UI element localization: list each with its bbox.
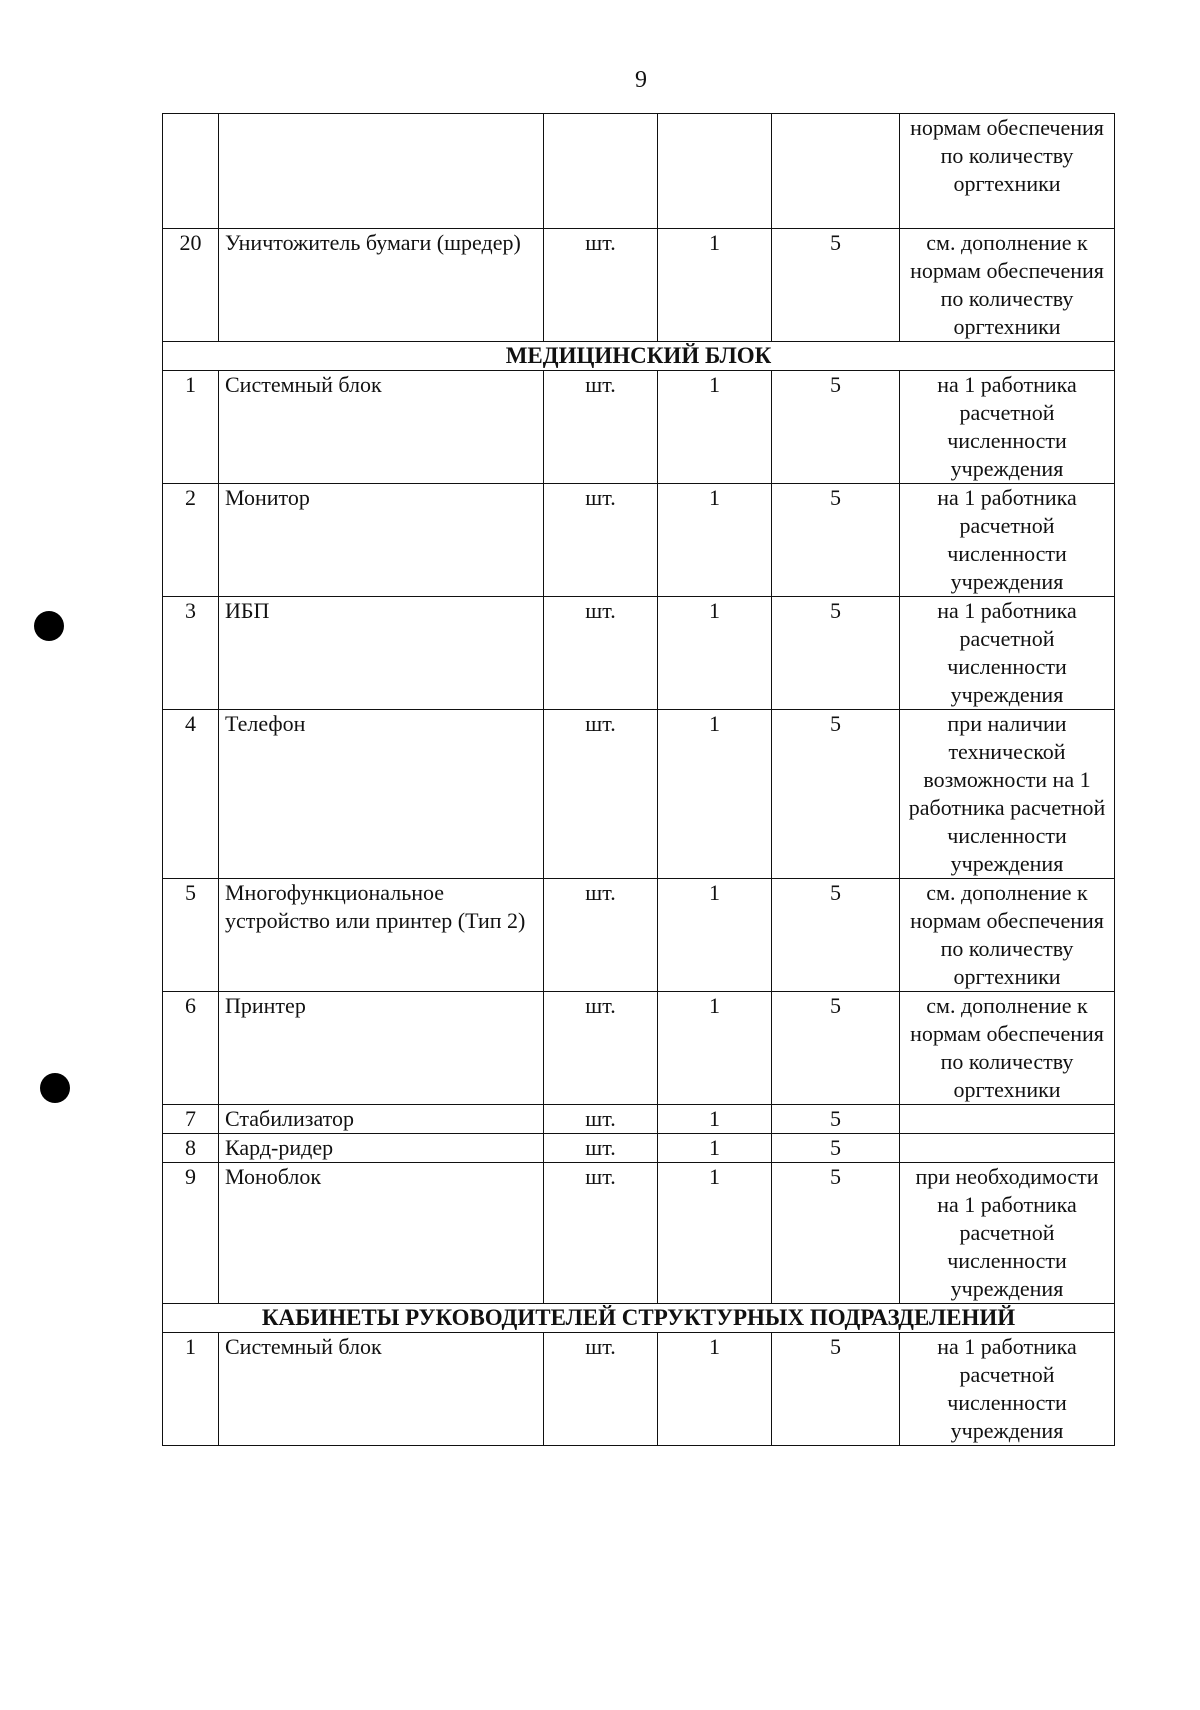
row-number — [163, 114, 219, 229]
item-name: Принтер — [219, 992, 544, 1105]
quantity: 1 — [658, 371, 772, 484]
note — [900, 1134, 1115, 1163]
row-number: 3 — [163, 597, 219, 710]
unit: шт. — [544, 1163, 658, 1304]
quantity: 1 — [658, 879, 772, 992]
row-number: 6 — [163, 992, 219, 1105]
row-number: 8 — [163, 1134, 219, 1163]
unit: шт. — [544, 1333, 658, 1446]
unit: шт. — [544, 371, 658, 484]
table-row — [163, 229, 1115, 342]
row-number: 2 — [163, 484, 219, 597]
quantity — [658, 114, 772, 229]
unit: шт. — [544, 1105, 658, 1134]
note: при необходимости на 1 работника расчетной численности учреждения — [900, 1163, 1115, 1304]
note: см. дополнение к нормам обеспечения по количеству оргтехники — [900, 992, 1115, 1105]
item-name: Системный блок — [219, 1333, 544, 1446]
table-row — [163, 1134, 1115, 1163]
service-years: 5 — [772, 371, 900, 484]
quantity: 1 — [658, 1333, 772, 1446]
table-row — [163, 992, 1115, 1105]
note: см. дополнение к нормам обеспечения по количеству оргтехники — [900, 879, 1115, 992]
service-years: 5 — [772, 1163, 900, 1304]
service-years: 5 — [772, 879, 900, 992]
unit: шт. — [544, 229, 658, 342]
unit — [544, 114, 658, 229]
note: на 1 работника расчетной численности учреждения — [900, 371, 1115, 484]
row-number: 5 — [163, 879, 219, 992]
row-number: 9 — [163, 1163, 219, 1304]
section-title: МЕДИЦИНСКИЙ БЛОК — [163, 342, 1115, 371]
row-number: 20 — [163, 229, 219, 342]
row-number: 4 — [163, 710, 219, 879]
quantity: 1 — [658, 1134, 772, 1163]
row-number: 1 — [163, 1333, 219, 1446]
row-number: 1 — [163, 371, 219, 484]
punch-hole-mark — [34, 611, 64, 641]
page-number: 9 — [635, 67, 647, 93]
unit: шт. — [544, 484, 658, 597]
quantity: 1 — [658, 1105, 772, 1134]
item-name: Уничтожитель бумаги (шредер) — [219, 229, 544, 342]
unit: шт. — [544, 710, 658, 879]
note: на 1 работника расчетной численности учреждения — [900, 484, 1115, 597]
section-header-heads-offices — [163, 1304, 1115, 1333]
unit: шт. — [544, 879, 658, 992]
row-number: 7 — [163, 1105, 219, 1134]
item-name: Кард-ридер — [219, 1134, 544, 1163]
service-years: 5 — [772, 1134, 900, 1163]
quantity: 1 — [658, 484, 772, 597]
service-years: 5 — [772, 710, 900, 879]
quantity: 1 — [658, 597, 772, 710]
unit: шт. — [544, 597, 658, 710]
service-years: 5 — [772, 597, 900, 710]
section-title: КАБИНЕТЫ РУКОВОДИТЕЛЕЙ СТРУКТУРНЫХ ПОДРАЗДЕЛЕНИЙ — [163, 1304, 1115, 1333]
table-row — [163, 371, 1115, 484]
note: нормам обеспечения по количеству оргтехники — [900, 114, 1115, 229]
unit: шт. — [544, 992, 658, 1105]
quantity: 1 — [658, 1163, 772, 1304]
service-years: 5 — [772, 1333, 900, 1446]
note — [900, 1105, 1115, 1134]
service-years: 5 — [772, 229, 900, 342]
note: при наличии технической возможности на 1 работника расчетной численности учреждения — [900, 710, 1115, 879]
service-years — [772, 114, 900, 229]
table-row — [163, 710, 1115, 879]
quantity: 1 — [658, 229, 772, 342]
note: на 1 работника расчетной численности учреждения — [900, 1333, 1115, 1446]
table-row — [163, 879, 1115, 992]
equipment-norms-table — [162, 113, 1115, 1446]
punch-hole-mark — [40, 1073, 70, 1103]
service-years: 5 — [772, 992, 900, 1105]
item-name: Многофункциональное устройство или принтер (Тип 2) — [219, 879, 544, 992]
item-name: Стабилизатор — [219, 1105, 544, 1134]
quantity: 1 — [658, 992, 772, 1105]
item-name: Телефон — [219, 710, 544, 879]
item-name — [219, 114, 544, 229]
service-years: 5 — [772, 1105, 900, 1134]
note: см. дополнение к нормам обеспечения по количеству оргтехники — [900, 229, 1115, 342]
table-row — [163, 597, 1115, 710]
quantity: 1 — [658, 710, 772, 879]
item-name: Системный блок — [219, 371, 544, 484]
item-name: ИБП — [219, 597, 544, 710]
table-row — [163, 1333, 1115, 1446]
table-row — [163, 114, 1115, 229]
item-name: Моноблок — [219, 1163, 544, 1304]
unit: шт. — [544, 1134, 658, 1163]
table-row — [163, 1105, 1115, 1134]
note: на 1 работника расчетной численности учреждения — [900, 597, 1115, 710]
service-years: 5 — [772, 484, 900, 597]
table-row — [163, 484, 1115, 597]
table-row — [163, 1163, 1115, 1304]
section-header-medical — [163, 342, 1115, 371]
item-name: Монитор — [219, 484, 544, 597]
